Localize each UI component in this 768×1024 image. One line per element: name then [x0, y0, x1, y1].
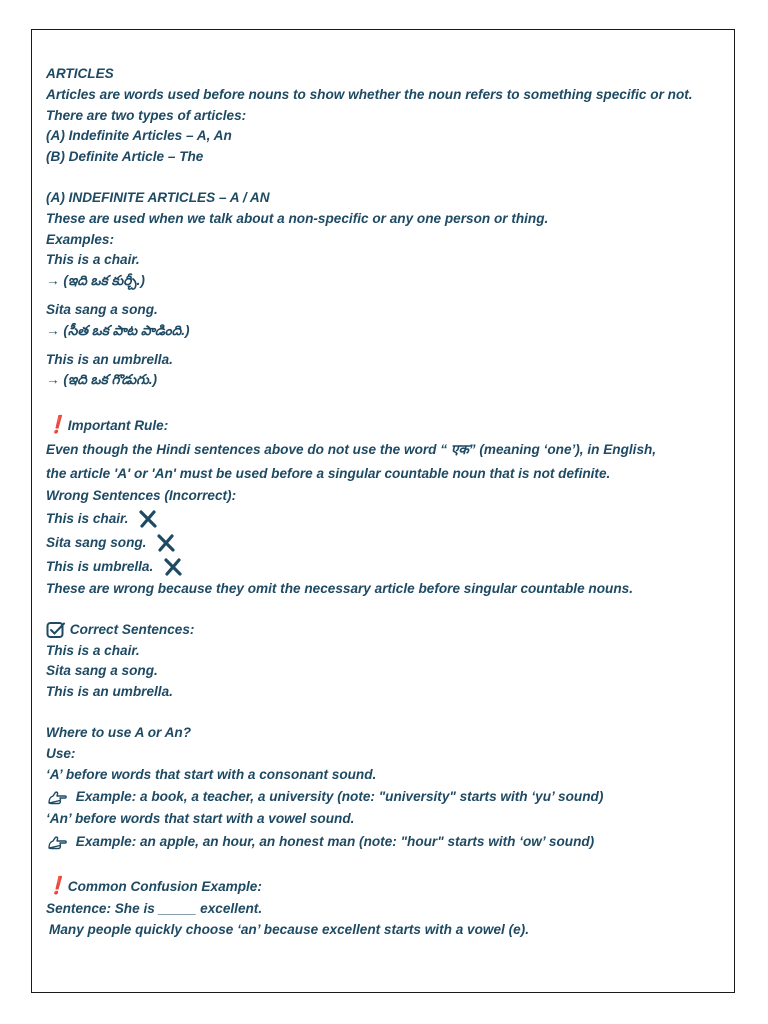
example-translation: → (సీత ఒక పాట పాడింది.) [46, 322, 190, 338]
indefinite-heading: (A) INDEFINITE ARTICLES – A / AN [46, 189, 270, 205]
wrong-sentence: Sita sang song. [46, 534, 147, 550]
title: ARTICLES [46, 66, 114, 81]
examples-label: Examples: [46, 231, 115, 247]
confusion-sentence: Sentence: She is _____ excellent. [46, 901, 263, 917]
type-a: (A) Indefinite Articles – A, An [46, 128, 232, 144]
wrong-heading: Wrong Sentences (Incorrect): [46, 488, 237, 504]
rule-heading: Important Rule: [67, 418, 169, 434]
rule-heading-row [46, 413, 720, 438]
wrong-sentence-row [46, 531, 720, 555]
example-sentence: Sita sang a song. [46, 301, 158, 317]
an-rule: ‘An’ before words that start with a vowel sound. [46, 811, 355, 827]
rule-text-2: the article 'A' or 'An' must be used before a singular countable noun that is not definite. [46, 466, 611, 482]
wrong-sentence-row [46, 555, 720, 579]
exclamation-icon: ❗ [46, 876, 68, 896]
wrong-sentence: This is umbrella. [46, 558, 154, 574]
a-example: Example: a book, a teacher, a university (note: "university" starts with ‘yu’ sound) [75, 789, 604, 805]
correct-sentence: This is a chair. [46, 642, 140, 658]
cross-mark-icon [138, 510, 158, 528]
confusion-heading-row [46, 874, 720, 899]
wrong-sentence-row [46, 507, 720, 531]
example-translation: → (ఇది ఒక గొడుగు.) [46, 372, 158, 388]
example-translation: → (ఇది ఒక కుర్చీ.) [46, 273, 145, 289]
document-page [31, 29, 735, 993]
wrong-explanation: These are wrong because they omit the necessary article before singular countable nouns. [46, 580, 633, 596]
exclamation-icon: ❗ [46, 415, 68, 435]
confusion-note: Many people quickly choose ‘an’ because excellent starts with a vowel (e). [49, 921, 529, 937]
rule-text-1: Even though the Hindi sentences above do not use the word “ एक” (meaning ‘one’), in English, [46, 442, 657, 458]
cross-mark-icon [163, 558, 183, 576]
type-b: (B) Definite Article – The [46, 149, 204, 165]
a-rule: ‘A’ before words that start with a consonant sound. [46, 766, 377, 782]
usage-label: Use: [46, 745, 76, 761]
example-sentence: This is an umbrella. [46, 351, 173, 367]
an-example-row [46, 830, 720, 854]
checkbox-icon [46, 621, 66, 639]
an-example: Example: an apple, an hour, an honest man (note: "hour" starts with ‘ow’ sound) [75, 834, 595, 850]
wrong-sentence: This is chair. [46, 510, 129, 526]
types-intro: There are two types of articles: [46, 107, 247, 123]
definition-text: Articles are words used before nouns to show whether the noun refers to something specific or not. [46, 86, 693, 102]
correct-sentence: This is an umbrella. [46, 684, 173, 700]
indefinite-description: These are used when we talk about a non-specific or any one person or thing. [46, 210, 549, 226]
usage-question: Where to use A or An? [46, 724, 192, 740]
pointing-hand-icon [46, 835, 68, 851]
pointing-hand-icon [46, 790, 68, 806]
example-sentence: This is a chair. [46, 252, 140, 268]
document-content [46, 64, 720, 941]
correct-heading-row [46, 620, 720, 641]
correct-sentence: Sita sang a song. [46, 663, 158, 679]
cross-mark-icon [156, 534, 176, 552]
confusion-heading: Common Confusion Example: [67, 879, 262, 895]
correct-heading: Correct Sentences: [69, 621, 195, 637]
a-example-row [46, 785, 720, 809]
